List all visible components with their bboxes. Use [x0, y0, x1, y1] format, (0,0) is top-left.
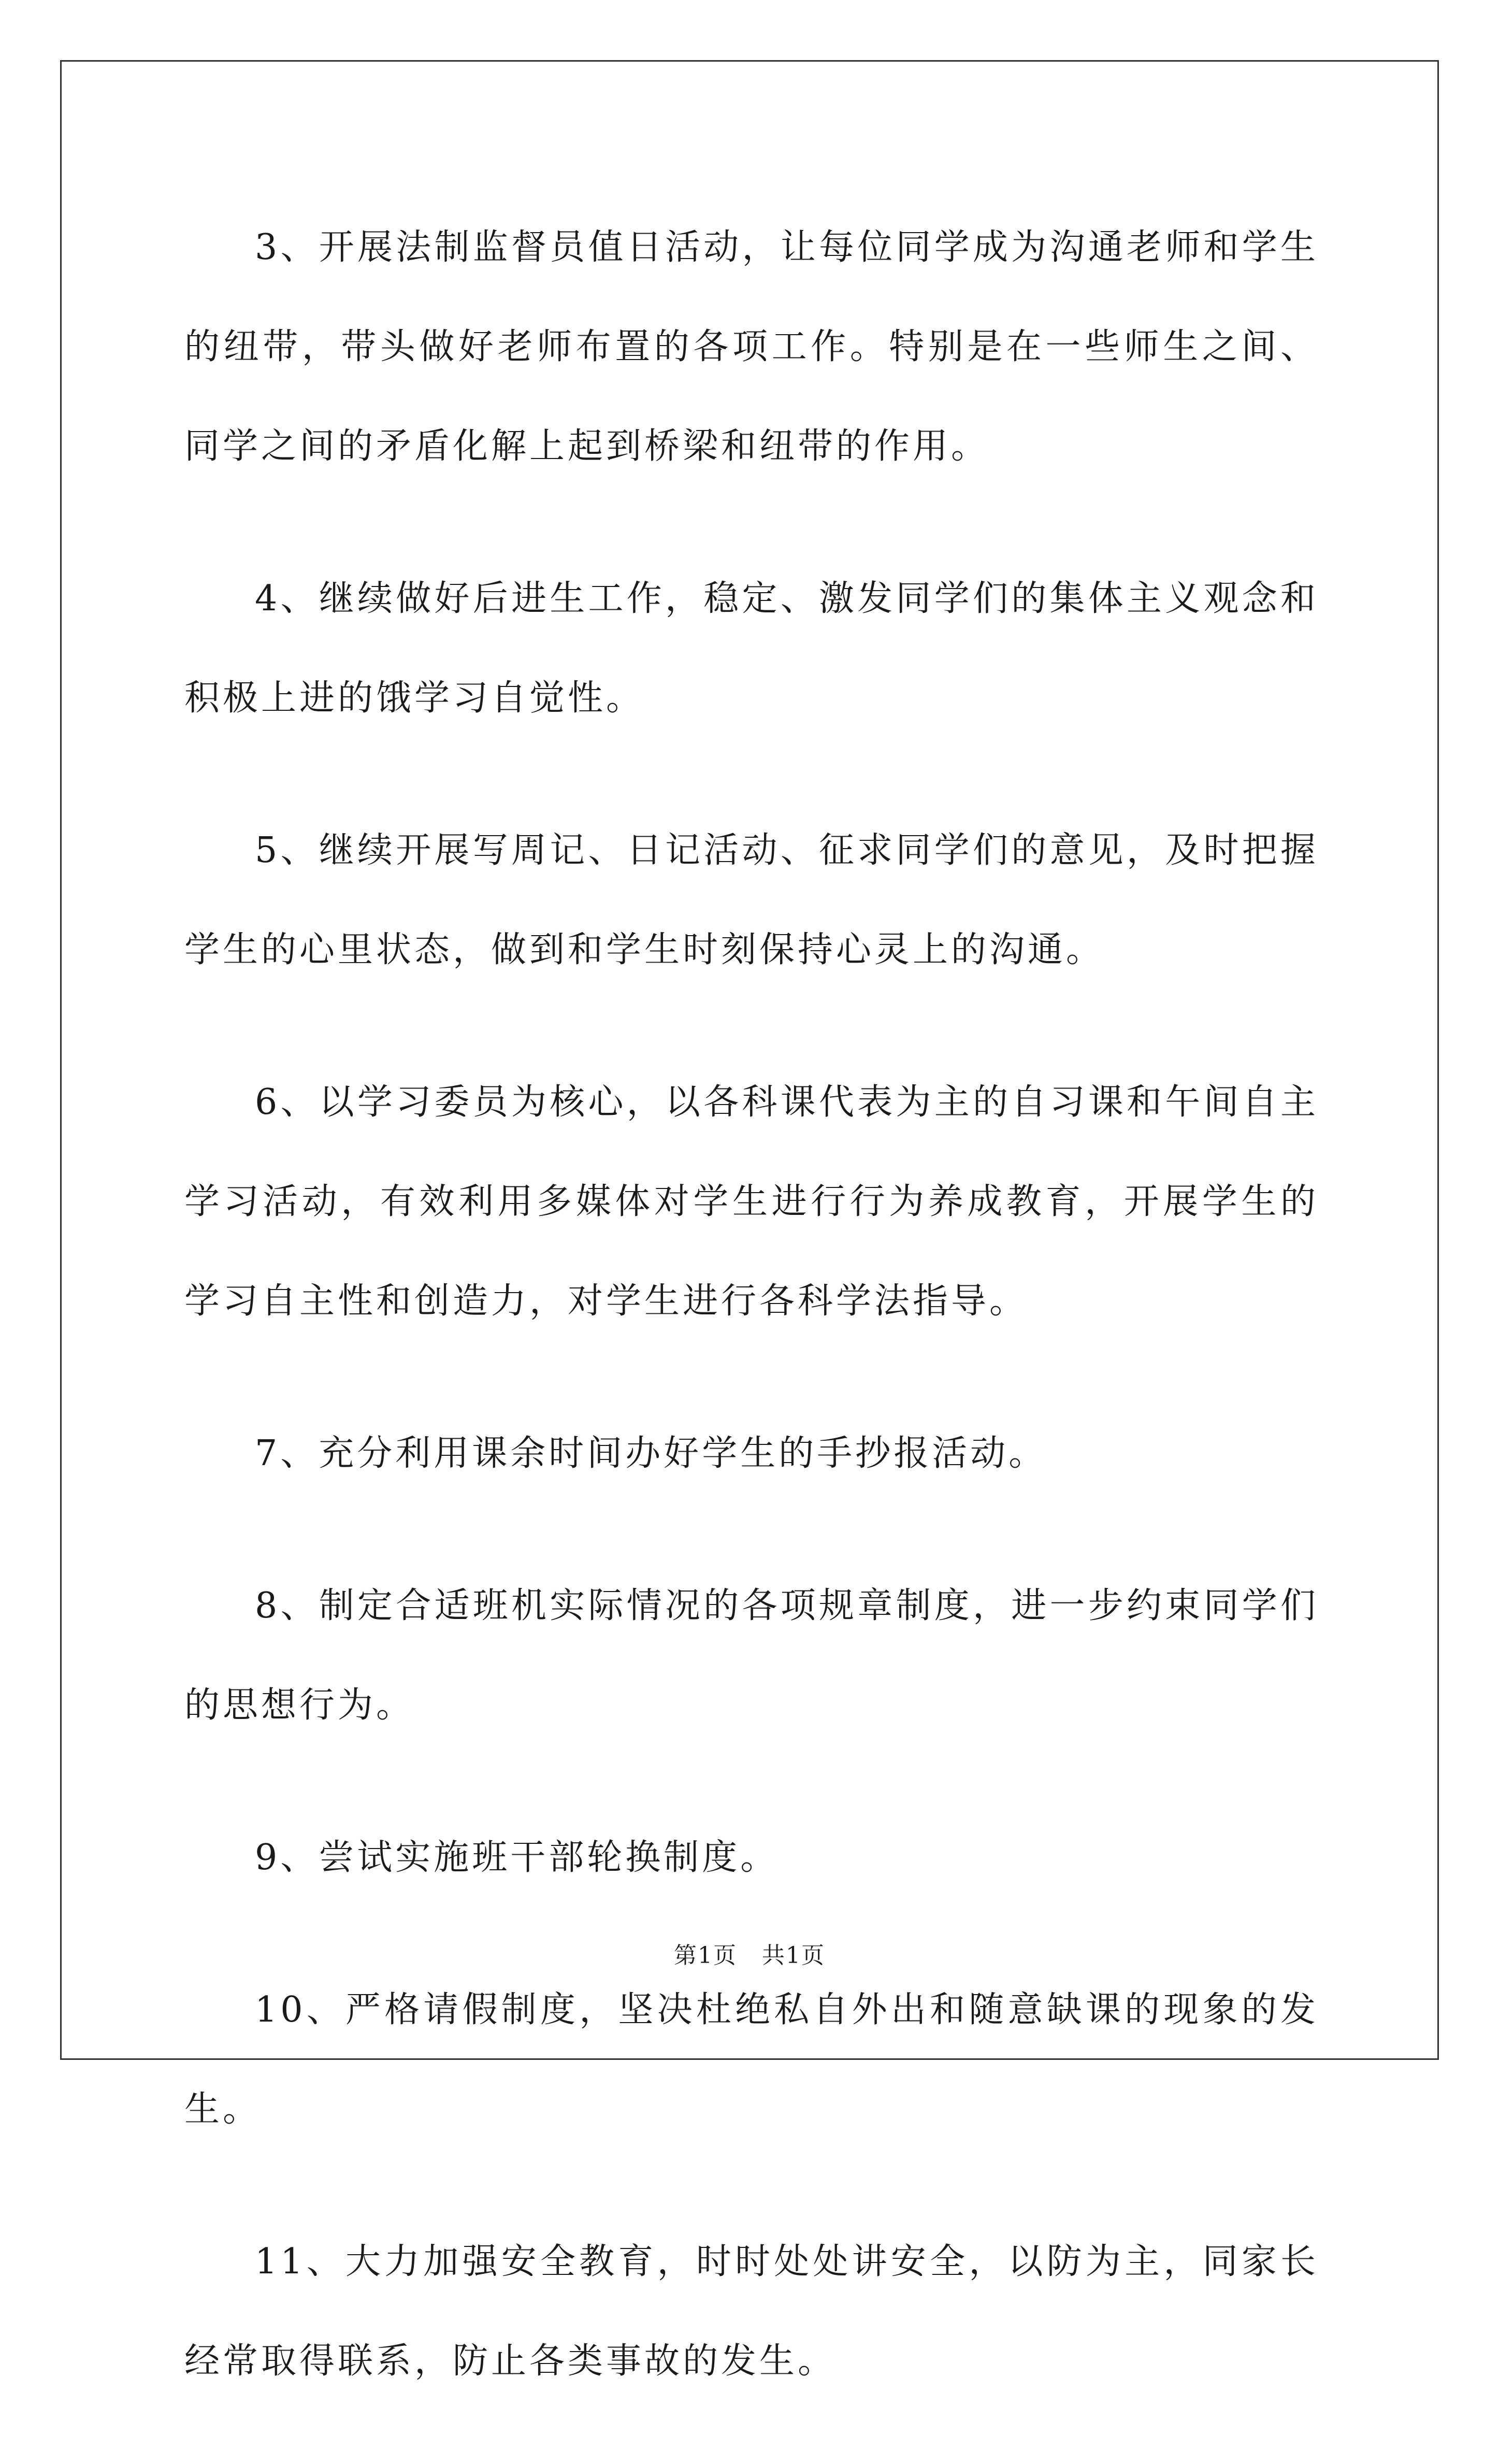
page-number-label: 第1页 共1页: [674, 1942, 825, 1969]
paragraph-item-10: 10、严格请假制度，坚决杜绝私自外出和随意缺课的现象的发生。: [184, 1989, 1319, 2130]
paragraph-item-7: 7、充分利用课余时间办好学生的手抄报活动。: [255, 1433, 1047, 1474]
document-body: [184, 198, 1319, 2464]
paragraph-item-11: 11、大力加强安全教育，时时处处讲安全，以防为主，同家长经常取得联系，防止各类事故的发生。: [184, 2241, 1319, 2382]
paragraph-item-4: 4、继续做好后进生工作，稳定、激发同学们的集体主义观念和积极上进的饿学习自觉性。: [184, 578, 1319, 719]
page-footer: [0, 1937, 1499, 1970]
paragraph-item-3: 3、开展法制监督员值日活动，让每位同学成为沟通老师和学生的纽带，带头做好老师布置的各项工作。特别是在一些师生之间、同学之间的矛盾化解上起到桥梁和纽带的作用。: [184, 227, 1319, 467]
paragraph-item-8: 8、制定合适班机实际情况的各项规章制度，进一步约束同学们的思想行为。: [184, 1585, 1319, 1726]
paragraph-item-6: 6、以学习委员为核心，以各科课代表为主的自习课和午间自主学习活动，有效利用多媒体对学生进行行为养成教育，开展学生的学习自主性和创造力，对学生进行各科学法指导。: [184, 1082, 1319, 1322]
paragraph-item-9: 9、尝试实施班干部轮换制度。: [255, 1837, 779, 1878]
paragraph-item-5: 5、继续开展写周记、日记活动、征求同学们的意见，及时把握学生的心里状态，做到和学生时刻保持心灵上的沟通。: [184, 830, 1319, 970]
